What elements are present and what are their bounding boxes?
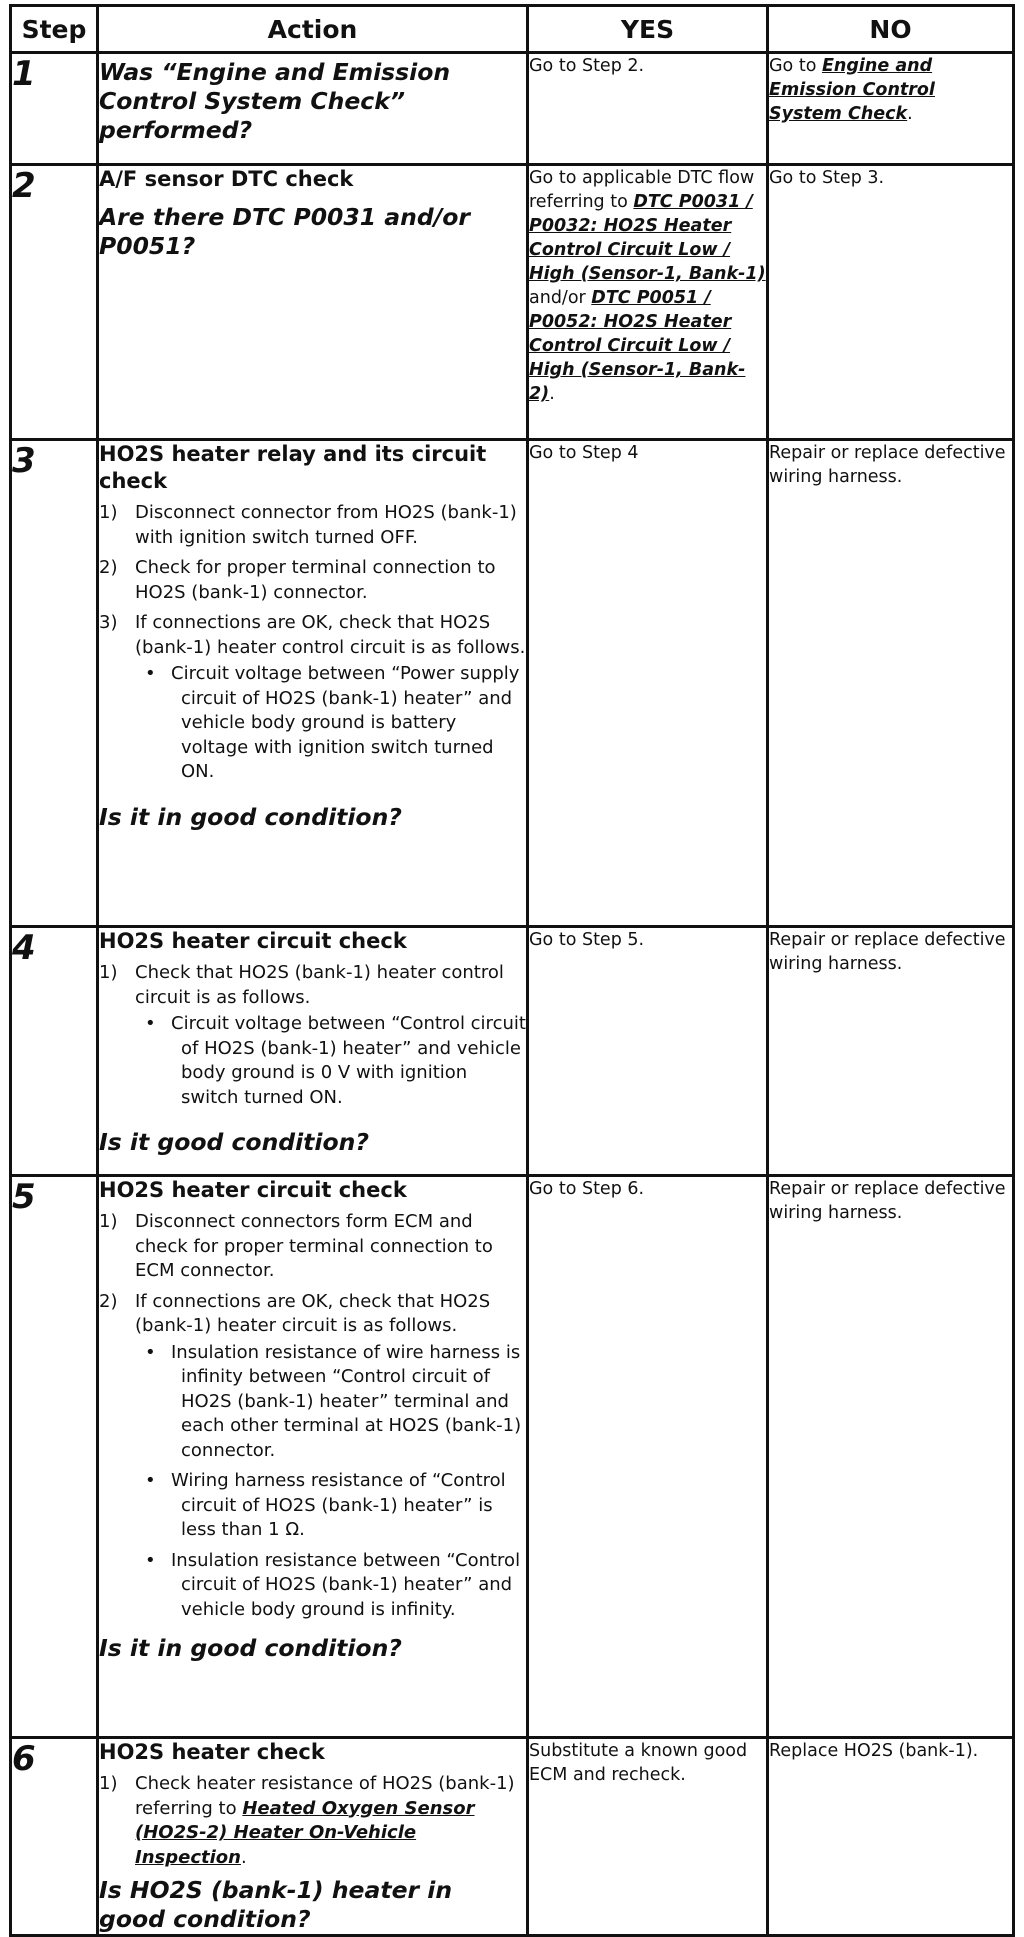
yes-text: Go to Step 4 [529,443,639,463]
yes-cell [528,1176,768,1738]
action-question: Is it in good condition? [99,802,402,831]
diagnostic-table [9,4,1015,1937]
list-item: 2) Check for proper terminal connection to HO2S (bank-1) connector. [99,557,496,603]
table-row [11,1176,1014,1738]
step-number: 4 [12,928,36,968]
action-cell [98,1738,528,1936]
bullet-icon: • [145,1470,156,1491]
bullet-list [135,1341,526,1623]
step-cell [11,53,98,165]
action-heading: HO2S heater check [99,1740,325,1764]
step-cell [11,1176,98,1738]
bullet-item: • Insulation resistance between “Control circuit of HO2S (bank-1) heater” and vehicle body ground is infinity. [135,1549,526,1623]
step-number: 1 [12,54,36,94]
step-number: 5 [12,1177,36,1217]
bullet-item: • Insulation resistance of wire harness is infinity between “Control circuit of HO2S (bank-1) heater” terminal and each other terminal at HO2S (bank-1) connector. [135,1341,526,1464]
action-cell [98,1176,528,1738]
action-steps [99,1772,526,1870]
table-row [11,53,1014,165]
bullet-list [135,662,526,785]
bullet-icon: • [145,663,156,684]
step-number: 2 [12,166,36,206]
no-text: Repair or replace defective wiring harness. [769,443,1006,487]
no-text-suffix: . [907,104,913,124]
header-step: Step [11,6,98,53]
step-cell [11,440,98,927]
action-steps [99,501,526,791]
yes-text-prefix: Go to applicable DTC flow referring to [529,168,755,212]
step-number: 6 [12,1739,36,1779]
bullet-item: • Circuit voltage between “Power supply circuit of HO2S (bank-1) heater” and vehicle body ground is battery voltage with ignition switch turned ON. [135,662,526,785]
action-question: Are there DTC P0031 and/or P0051? [99,203,471,260]
no-text: Go to Step 3. [769,168,885,188]
yes-text: Go to Step 2. [529,56,645,76]
header-row [11,6,1014,53]
table-row [11,1738,1014,1936]
action-question: Is it in good condition? [99,1634,402,1662]
table-row [11,165,1014,440]
header-yes: YES [528,6,768,53]
no-cell [768,927,1014,1176]
yes-text: Go to Step 6. [529,1179,645,1199]
action-steps [99,961,526,1116]
yes-cell [528,927,768,1176]
action-heading: A/F sensor DTC check [99,167,354,191]
no-cell [768,1176,1014,1738]
list-item: 3) If connections are OK, check that HO2S (bank-1) heater control circuit is as follows. • Circuit voltage between “Power supply circuit of HO2S (bank-1) heater” and vehicle body ground is battery voltage with ignition switch turned ON. [99,611,526,791]
list-item: 2) If connections are OK, check that HO2S (bank-1) heater circuit is as follows. • Insulation resistance of wire harness is infinity between “Control circuit of HO2S (bank-1) heater” terminal and each other terminal at HO2S (bank-1) connector. • Wiring harness resistance of “Control circuit of HO2S (bank-1) heater” is less than 1 Ω. • Insulation resistance between “Control circuit of HO2S (bank-1) heater” and vehicle body ground is infinity. [99,1290,526,1629]
header-action: Action [98,6,528,53]
yes-cell [528,1738,768,1936]
no-text: Repair or replace defective wiring harness. [769,1179,1006,1223]
step-cell [11,927,98,1176]
no-cell [768,1738,1014,1936]
header-no: NO [768,6,1014,53]
no-cell [768,165,1014,440]
list-item: 1) Check that HO2S (bank-1) heater control circuit is as follows. • Circuit voltage between “Control circuit of HO2S (bank-1) heater” and vehicle body ground is 0 V with ignition switch turned ON. [99,961,526,1116]
no-cell [768,53,1014,165]
no-cell [768,440,1014,927]
step-cell [11,1738,98,1936]
list-item: 1) Disconnect connector from HO2S (bank-1) with ignition switch turned OFF. [99,502,517,548]
action-cell [98,53,528,165]
bullet-item: • Circuit voltage between “Control circuit of HO2S (bank-1) heater” and vehicle body ground is 0 V with ignition switch turned ON. [135,1012,526,1110]
action-cell [98,165,528,440]
yes-text-middle: and/or [529,288,592,308]
action-cell [98,440,528,927]
no-text: Replace HO2S (bank-1). [769,1741,979,1761]
engine-emission-check-link[interactable]: Engine and Emission Control System Check [769,56,935,124]
yes-cell [528,165,768,440]
bullet-icon: • [145,1549,156,1571]
bullet-icon: • [145,1341,156,1363]
action-heading: HO2S heater relay and its circuit check [99,442,487,493]
no-text-prefix: Go to [769,56,822,76]
table-row [11,440,1014,927]
step-number: 3 [12,441,36,481]
yes-text: Go to Step 5. [529,930,645,950]
action-heading: HO2S heater circuit check [99,929,407,953]
ho2s-heater-inspection-link[interactable]: Heated Oxygen Sensor (HO2S-2) Heater On-Vehicle Inspection [135,1797,475,1868]
list-item: 1) Disconnect connectors form ECM and check for proper terminal connection to ECM connector. [99,1211,493,1281]
list-item: 1) Check heater resistance of HO2S (bank-1) referring to Heated Oxygen Sensor (HO2S-2) Heater On-Vehicle Inspection. [99,1773,515,1868]
yes-text-suffix: . [549,384,555,404]
action-question: Is it good condition? [99,1128,369,1156]
bullet-item: • Wiring harness resistance of “Control circuit of HO2S (bank-1) heater” is less than 1 Ω. [135,1469,526,1543]
action-cell [98,927,528,1176]
no-text: Repair or replace defective wiring harness. [769,930,1006,974]
action-question: Is HO2S (bank-1) heater in good condition? [99,1876,453,1933]
diagnostic-procedure-sheet [9,4,1012,1933]
step-cell [11,165,98,440]
bullet-list [135,1012,526,1110]
table-row [11,927,1014,1176]
yes-text: Substitute a known good ECM and recheck. [529,1741,748,1785]
action-steps [99,1210,526,1628]
yes-cell [528,440,768,927]
dtc-p0031-link[interactable]: DTC P0031 / P0032: HO2S Heater Control Circuit Low / High (Sensor-1, Bank-1) [529,192,766,284]
dtc-p0051-link[interactable]: DTC P0051 / P0052: HO2S Heater Control Circuit Low / High (Sensor-1, Bank-2) [529,288,746,404]
bullet-icon: • [145,1013,156,1034]
yes-cell [528,53,768,165]
action-question: Was “Engine and Emission Control System Check” performed? [99,58,451,144]
action-heading: HO2S heater circuit check [99,1178,407,1202]
